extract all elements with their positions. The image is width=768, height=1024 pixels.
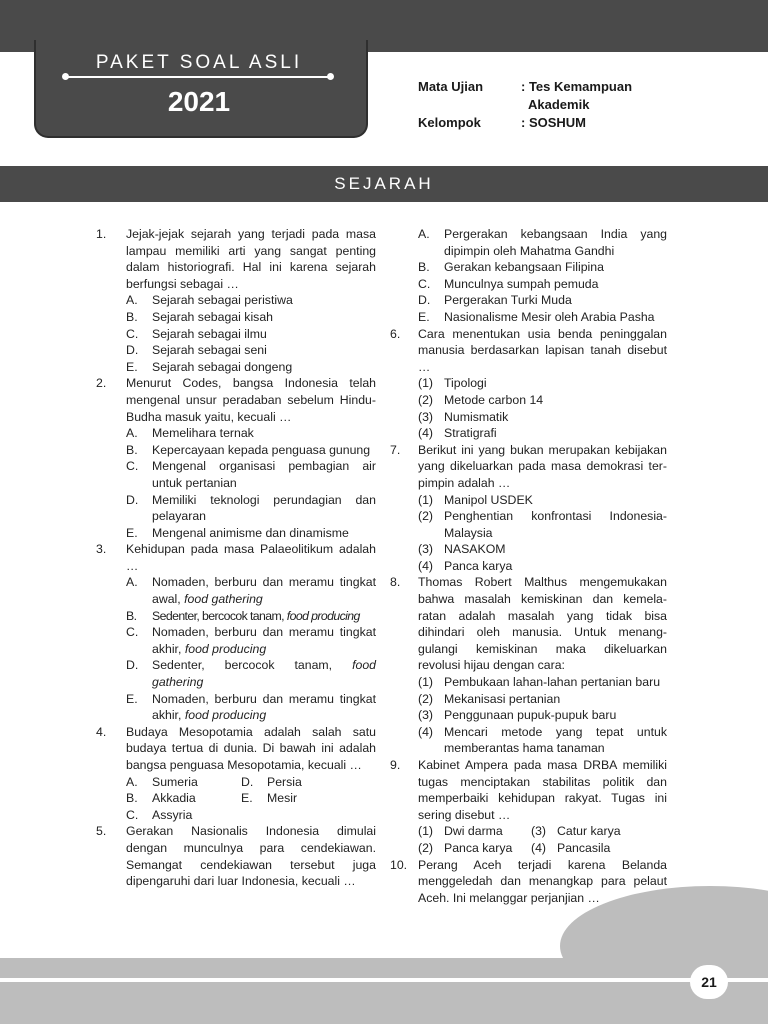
option-text: Manipol USDEK: [444, 492, 533, 507]
question-number: 5.: [96, 824, 107, 839]
question-text: Berikut ini yang bukan merupakan kebijakan yang dikeluarkan pada masa demokrasi ter- pimpin adalah …: [418, 442, 667, 490]
answer-option: [126, 342, 376, 359]
option-text: Sejarah sebagai seni: [152, 343, 267, 358]
option-key: (4): [418, 558, 434, 573]
option-key: (3): [418, 409, 434, 424]
option-text: Dwi darma: [444, 824, 503, 839]
option-key: D.: [418, 293, 431, 308]
option-text: Munculnya sumpah pemuda: [444, 276, 599, 291]
option-text: Sedenter, bercocok tanam, food producing: [152, 608, 360, 623]
option-text: Mengenal organisasi pembagian air untuk pertanian: [152, 459, 376, 490]
subject-label: Mata Ujian: [418, 79, 484, 94]
option-key: B.: [126, 309, 138, 324]
answer-option: [418, 558, 667, 575]
answer-option: [418, 508, 667, 541]
option-key: E.: [126, 691, 138, 706]
option-key: A.: [126, 774, 138, 789]
option-key: (2): [418, 691, 434, 706]
answer-option: [418, 392, 667, 409]
option-key: (2): [418, 392, 434, 407]
answer-option: [126, 657, 376, 690]
option-key: (1): [418, 492, 434, 507]
answer-option: [418, 425, 667, 442]
option-text: Memelihara ternak: [152, 426, 254, 441]
answer-row: [418, 840, 667, 857]
option-text: Kepercayaan kepada penguasa gunung: [152, 442, 371, 457]
option-text: Tipologi: [444, 376, 487, 391]
option-key: E.: [126, 359, 138, 374]
header-divider: [66, 76, 330, 78]
option-text: Assyria: [152, 807, 193, 822]
answer-row: [126, 774, 376, 791]
question-number: 7.: [390, 442, 401, 457]
question-number: 4.: [96, 724, 107, 739]
option-key: E.: [241, 791, 253, 806]
option-key: B.: [126, 608, 137, 623]
option-key: (3): [418, 708, 434, 723]
option-key: B.: [418, 260, 430, 275]
answer-option: [126, 458, 376, 491]
option-key: A.: [126, 575, 138, 590]
option-text: Gerakan kebangsaan Filipina: [444, 260, 604, 275]
answer-option: [126, 691, 376, 724]
option-text: Pergerakan Turki Muda: [444, 293, 572, 308]
answer-option: [126, 624, 376, 657]
option-text: Sejarah sebagai kisah: [152, 309, 273, 324]
option-text: Persia: [267, 774, 302, 789]
question-text: Menurut Codes, bangsa Indonesia telah mengenal unsur peradaban sebelum Hindu- Budha masuk yaitu, kecuali …: [126, 376, 376, 424]
question-text: Budaya Mesopotamia adalah salah satu budaya tertua di dunia. Di bawah ini adalah bangsa penguasa Mesopotamia, kecuali …: [126, 724, 376, 772]
option-text: Nomaden, berburu dan meramu tingkat awal, food gathering: [152, 575, 376, 607]
option-key: (4): [418, 724, 434, 739]
option-key: B.: [126, 442, 138, 457]
option-text: Penggunaan pupuk-pupuk baru: [444, 708, 617, 723]
question-number: 10.: [390, 857, 408, 872]
option-key: C.: [126, 625, 139, 640]
option-key: A.: [126, 293, 138, 308]
option-text: Stratigrafi: [444, 426, 497, 441]
option-text: Nomaden, berburu dan meramu tingkat akhir, food producing: [152, 691, 376, 723]
option-key: (2): [418, 509, 434, 524]
option-text: Nasionalisme Mesir oleh Arabia Pasha: [444, 309, 655, 324]
question-number: 2.: [96, 376, 107, 391]
option-key: (2): [418, 840, 434, 855]
option-key: (1): [418, 376, 434, 391]
option-key: D.: [126, 658, 139, 673]
question-text: Cara menentukan usia benda peninggalan manusia berdasarkan lapisan tanah disebut …: [418, 326, 667, 374]
answer-option: [126, 574, 376, 607]
right-column: [390, 226, 667, 906]
answer-option: [418, 375, 667, 392]
question-3: [96, 541, 376, 574]
answer-option: [126, 525, 376, 542]
left-column: [96, 226, 376, 890]
option-key: D.: [126, 492, 139, 507]
option-key: C.: [126, 326, 139, 341]
option-text: Metode carbon 14: [444, 392, 544, 407]
option-key: C.: [418, 276, 431, 291]
option-key: D.: [241, 774, 254, 789]
option-text: Mekanisasi pertanian: [444, 691, 561, 706]
question-6: [390, 326, 667, 376]
answer-option: [418, 541, 667, 558]
option-key: A.: [126, 426, 138, 441]
question-text: Kehidupan pada masa Palaeolitikum adalah …: [126, 542, 376, 573]
question-number: 6.: [390, 326, 401, 341]
question-text: Perang Aceh terjadi karena Belanda menggeledah dan menangkap para pelaut Aceh. Ini melanggar perjanjian …: [418, 857, 667, 905]
answer-option: [418, 691, 667, 708]
option-key: (1): [418, 675, 434, 690]
answer-option: [126, 425, 376, 442]
answer-option: [418, 309, 667, 326]
option-text: Numismatik: [444, 409, 509, 424]
question-4: [96, 724, 376, 774]
option-key: (1): [418, 824, 434, 839]
answer-option: [418, 292, 667, 309]
footer-band: [0, 958, 768, 1024]
option-text: Akkadia: [152, 791, 196, 806]
option-text: Mengenal animisme dan dinamisme: [152, 525, 349, 540]
option-text: Panca karya: [444, 558, 513, 573]
option-text: Nomaden, berburu dan meramu tingkat akhir, food producing: [152, 625, 376, 656]
question-number: 3.: [96, 542, 107, 557]
answer-option: [126, 492, 376, 525]
option-key: E.: [418, 309, 430, 324]
option-key: D.: [126, 343, 139, 358]
question-5: [96, 823, 376, 889]
question-number: 9.: [390, 758, 401, 772]
answer-option: [126, 359, 376, 376]
question-number: 1.: [96, 227, 107, 241]
option-text: Pancasila: [557, 840, 611, 855]
option-key: (3): [531, 824, 547, 839]
option-text: Sedenter, bercocok tanam, food gathering: [152, 658, 376, 690]
question-7: [390, 442, 667, 492]
question-1: [96, 226, 376, 292]
option-text: Sejarah sebagai peristiwa: [152, 293, 293, 308]
question-9: [390, 757, 667, 823]
answer-row: [126, 790, 376, 807]
question-text: Kabinet Ampera pada masa DRBA memiliki tugas menciptakan stabilitas politik dan memperbaiki kehidupan rakyat. Tugas ini sering disebut …: [418, 758, 667, 822]
header-title: PAKET SOAL ASLI: [95, 52, 303, 73]
question-text: Jejak-jejak sejarah yang terjadi pada masa lampau memiliki arti yang sangat penting dalam historiografi. Hal ini karena sejarah berfungsi sebagai …: [126, 227, 376, 291]
answer-option: [418, 724, 667, 757]
answer-option: [418, 409, 667, 426]
option-text: Mencari metode yang tepat untuk memberantas hama tanaman: [444, 724, 667, 756]
answer-option: [418, 707, 667, 724]
answer-option: [126, 309, 376, 326]
option-key: C.: [126, 459, 139, 474]
answer-row: [126, 807, 376, 824]
option-text: Catur karya: [557, 824, 621, 839]
question-2: [96, 375, 376, 425]
answer-option: [418, 259, 667, 276]
subject-value: : Tes Kemampuan: [521, 79, 633, 94]
option-text: Pergerakan kebangsaan India yang dipimpin oleh Mahatma Gandhi: [444, 227, 667, 258]
answer-option: [126, 608, 376, 625]
subject-value-cont: Akademik: [528, 97, 590, 112]
header-year: 2021: [167, 86, 231, 117]
question-8: [390, 574, 667, 674]
option-text: Sejarah sebagai ilmu: [152, 326, 267, 341]
option-text: Sejarah sebagai dongeng: [152, 359, 293, 374]
question-text: Gerakan Nasionalis Indonesia dimulai dengan munculnya para cendekiawan. Semangat cendekiawan tersebut juga dipengaruhi dari luar Indonesia, kecuali …: [126, 824, 376, 889]
option-key: A.: [418, 227, 430, 241]
answer-option: [418, 492, 667, 509]
option-key: (4): [531, 840, 547, 855]
option-text: Pembukaan lahan-lahan pertanian baru: [444, 675, 661, 690]
option-text: Memiliki teknologi perundagian dan pelayaran: [152, 492, 376, 524]
option-key: B.: [126, 791, 138, 806]
option-text: Panca karya: [444, 840, 513, 855]
answer-option: [126, 292, 376, 309]
group-label: Kelompok: [418, 115, 481, 130]
group-value: : SOSHUM: [521, 115, 586, 130]
option-text: Sumeria: [152, 774, 198, 789]
option-text: Penghentian konfrontasi Indonesia-Malaysia: [444, 509, 667, 540]
question-text: Thomas Robert Malthus mengemukakan bahwa masalah kemiskinan dan kemela- ratan adalah masalah yang tidak bisa dihindari oleh manusia. Untuk menang- gulangi kemiskinan maka dikeluarkan revolusi hijau dengan cara:: [418, 575, 667, 673]
header-divider-dot-right: [327, 73, 334, 80]
answer-option: [418, 276, 667, 293]
option-key: C.: [126, 807, 139, 822]
option-key: (4): [418, 426, 434, 441]
option-text: NASAKOM: [444, 542, 506, 557]
page-number: 21: [690, 965, 728, 999]
question-number: 8.: [390, 575, 401, 590]
footer-stripe: [0, 978, 768, 982]
answer-option: [126, 326, 376, 343]
option-key: E.: [126, 525, 138, 540]
header-divider-dot-left: [62, 73, 69, 80]
option-text: Mesir: [267, 791, 298, 806]
section-title: SEJARAH: [334, 174, 434, 193]
option-key: (3): [418, 542, 434, 557]
answer-row: [418, 823, 667, 840]
answer-option: [418, 226, 667, 259]
answer-option: [126, 442, 376, 459]
answer-option: [418, 674, 667, 691]
